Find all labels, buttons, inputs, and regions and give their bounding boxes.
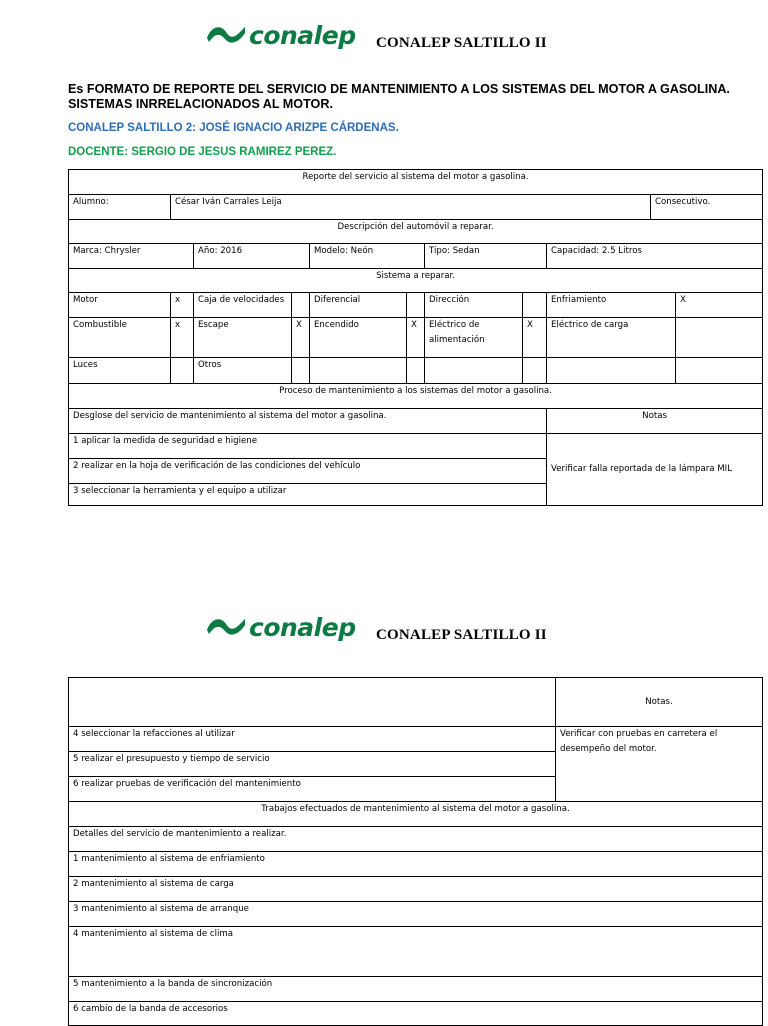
system-checkbox[interactable]: X <box>523 318 547 358</box>
tipo-field[interactable]: Tipo: Sedan <box>425 244 547 269</box>
systems-row-1 <box>69 293 763 318</box>
anio-field[interactable]: Año: 2016 <box>194 244 310 269</box>
maintenance-table <box>68 677 763 1026</box>
step-item: 2 realizar en la hoja de verificación de las condiciones del vehículo <box>69 459 547 484</box>
title-line-1: Es FORMATO DE REPORTE DEL SERVICIO DE MANTENIMIENTO A LOS SISTEMAS DEL MOTOR A GASOLINA. <box>68 82 730 96</box>
step-item: 5 realizar el presupuesto y tiempo de servicio <box>69 752 556 777</box>
system-checkbox[interactable] <box>292 358 310 384</box>
blank-header-cell[interactable] <box>69 678 556 727</box>
alumno-label: Alumno: <box>69 195 171 220</box>
report-table <box>68 169 763 506</box>
system-label: Encendido <box>310 318 407 358</box>
consecutivo-label[interactable]: Consecutivo. <box>651 195 763 220</box>
system-checkbox[interactable] <box>171 358 194 384</box>
step-item: 1 aplicar la medida de seguridad e higiene <box>69 434 547 459</box>
step-item: 6 realizar pruebas de verificación del mantenimiento <box>69 777 556 802</box>
modelo-field[interactable]: Modelo: Neón <box>310 244 425 269</box>
sistema-title: Sistema a reparar. <box>69 269 763 293</box>
systems-row-2 <box>69 318 763 358</box>
logo-wordmark: conalep <box>249 20 356 50</box>
system-checkbox[interactable]: x <box>171 318 194 358</box>
system-checkbox[interactable]: X <box>407 318 425 358</box>
conalep-swoosh-icon <box>205 20 247 50</box>
system-label: Enfriamiento <box>547 293 676 318</box>
notes-cell[interactable]: Verificar con pruebas en carretera el desempeño del motor. <box>556 727 763 802</box>
notas-label: Notas. <box>556 678 763 727</box>
empty-cell[interactable] <box>425 358 523 384</box>
student-line: CONALEP SALTILLO 2: JOSÉ IGNACIO ARIZPE CÁRDENAS. <box>68 122 399 134</box>
document-title <box>68 82 730 112</box>
system-checkbox[interactable]: x <box>171 293 194 318</box>
school-name-2: CONALEP SALTILLO II <box>376 627 547 643</box>
conalep-logo-2 <box>205 612 356 642</box>
detalles-label: Detalles del servicio de mantenimiento a realizar. <box>69 827 763 852</box>
system-label: Eléctrico de alimentación <box>425 318 523 358</box>
maintenance-item: 4 mantenimiento al sistema de clima <box>69 927 763 977</box>
system-label: Motor <box>69 293 171 318</box>
system-checkbox[interactable] <box>292 293 310 318</box>
step-item: 3 seleccionar la herramienta y el equipo a utilizar <box>69 484 547 506</box>
system-checkbox[interactable] <box>407 293 425 318</box>
maintenance-item: 3 mantenimiento al sistema de arranque <box>69 902 763 927</box>
conalep-swoosh-icon <box>205 612 247 642</box>
desglose-label: Desglose del servicio de mantenimiento al sistema del motor a gasolina. <box>69 409 547 434</box>
trabajos-title: Trabajos efectuados de mantenimiento al sistema del motor a gasolina. <box>69 802 763 827</box>
proceso-title: Proceso de mantenimiento a los sistemas del motor a gasolina. <box>69 384 763 409</box>
system-label: Otros <box>194 358 292 384</box>
system-label: Escape <box>194 318 292 358</box>
alumno-value[interactable]: César Iván Carrales Leija <box>171 195 651 220</box>
system-label: Eléctrico de carga <box>547 318 676 358</box>
system-checkbox[interactable]: X <box>676 293 763 318</box>
report-title: Reporte del servicio al sistema del motor a gasolina. <box>69 170 763 195</box>
system-checkbox[interactable] <box>676 318 763 358</box>
notes-cell[interactable]: Verificar falla reportada de la lámpara MIL <box>547 434 763 506</box>
conalep-logo <box>205 20 356 50</box>
systems-row-3 <box>69 358 763 384</box>
empty-cell[interactable] <box>676 358 763 384</box>
title-line-2: SISTEMAS INRRELACIONADOS AL MOTOR. <box>68 97 333 111</box>
logo-wordmark: conalep <box>249 612 356 642</box>
empty-cell[interactable] <box>310 358 407 384</box>
system-label: Diferencial <box>310 293 407 318</box>
system-label: Dirección <box>425 293 523 318</box>
empty-cell[interactable] <box>523 358 547 384</box>
system-checkbox[interactable] <box>523 293 547 318</box>
system-label: Combustible <box>69 318 171 358</box>
system-label: Caja de velocidades <box>194 293 292 318</box>
maintenance-item: 6 cambio de la banda de accesorios <box>69 1002 763 1026</box>
teacher-line: DOCENTE: SERGIO DE JESUS RAMIREZ PEREZ. <box>68 146 337 158</box>
capacidad-field[interactable]: Capacidad: 2.5 Litros <box>547 244 763 269</box>
system-label: Luces <box>69 358 171 384</box>
notas-label: Notas <box>547 409 763 434</box>
system-checkbox[interactable]: X <box>292 318 310 358</box>
marca-field[interactable]: Marca: Chrysler <box>69 244 194 269</box>
maintenance-item: 2 mantenimiento al sistema de carga <box>69 877 763 902</box>
empty-cell[interactable] <box>407 358 425 384</box>
maintenance-item: 5 mantenimiento a la banda de sincronización <box>69 977 763 1002</box>
maintenance-item: 1 mantenimiento al sistema de enfriamiento <box>69 852 763 877</box>
empty-cell[interactable] <box>547 358 676 384</box>
school-name: CONALEP SALTILLO II <box>376 35 547 51</box>
step-item: 4 seleccionar la refacciones al utilizar <box>69 727 556 752</box>
descripcion-title: Descripción del automóvil a reparar. <box>69 220 763 244</box>
